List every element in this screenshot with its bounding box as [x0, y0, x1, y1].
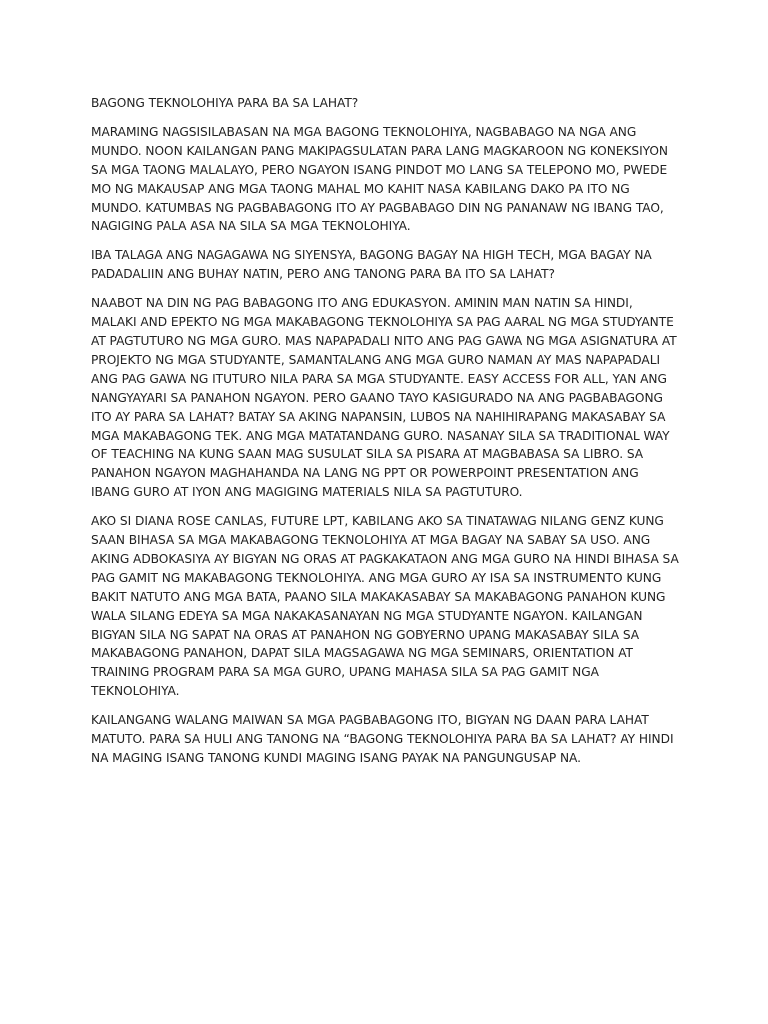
- paragraph-4: AKO SI DIANA ROSE CANLAS, FUTURE LPT, KABILANG AKO SA TINATAWAG NILANG GENZ KUNG SAAN BIHASA SA MGA MAKABAGONG TEKNOLOHIYA AT MGA BAGAY NA SABAY SA USO. ANG AKING ADBOKASIYA AY BIGYAN NG ORAS AT PAGKAKATAON ANG MGA GURO NA HINDI BIHASA SA PAG GAMIT NG MAKABAGONG TEKNOLOHIYA. ANG MGA GURO AY ISA SA INSTRUMENTO KUNG BAKIT NATUTO ANG MGA BATA, PAANO SILA MAKAKASABAY SA MAKABAGONG PANAHON KUNG WALA SILANG EDEYA SA MGA NAKAKASANAYAN NG MGA STUDYANTE NGAYON. KAILANGAN BIGYAN SILA NG SAPAT NA ORAS AT PANAHON NG GOBYERNO UPANG MAKASABAY SILA SA MAKABAGONG PANAHON, DAPAT SILA MAGSAGAWA NG MGA SEMINARS, ORIENTATION AT TRAINING PROGRAM PARA SA MGA GURO, UPANG MAHASA SILA SA PAG GAMIT NGA TEKNOLOHIYA.: [91, 514, 679, 699]
- document-body: [91, 94, 681, 778]
- document-title: BAGONG TEKNOLOHIYA PARA BA SA LAHAT?: [91, 96, 359, 110]
- paragraph-5: KAILANGANG WALANG MAIWAN SA MGA PAGBABAGONG ITO, BIGYAN NG DAAN PARA LAHAT MATUTO. PARA SA HULI ANG TANONG NA “BAGONG TEKNOLOHIYA PARA BA SA LAHAT? AY HINDI NA MAGING ISANG TANONG KUNDI MAGING ISANG PAYAK NA PANGUNGUSAP NA.: [91, 713, 674, 765]
- paragraph-2: IBA TALAGA ANG NAGAGAWA NG SIYENSYA, BAGONG BAGAY NA HIGH TECH, MGA BAGAY NA PADADALIIN ANG BUHAY NATIN, PERO ANG TANONG PARA BA ITO SA LAHAT?: [91, 248, 652, 282]
- paragraph-3: NAABOT NA DIN NG PAG BABAGONG ITO ANG EDUKASYON. AMININ MAN NATIN SA HINDI, MALAKI AND EPEKTO NG MGA MAKABAGONG TEKNOLOHIYA SA PAG AARAL NG MGA STUDYANTE AT PAGTUTURO NG MGA GURO. MAS NAPAPADALI NITO ANG PAG GAWA NG MGA ASIGNATURA AT PROJEKTO NG MGA STUDYANTE, SAMANTALANG ANG MGA GURO NAMAN AY MAS NAPAPADALI ANG PAG GAWA NG ITUTURO NILA PARA SA MGA STUDYANTE. EASY ACCESS FOR ALL, YAN ANG NANGYAYARI SA PANAHON NGAYON. PERO GAANO TAYO KASIGURADO NA ANG PAGBABAGONG ITO AY PARA SA LAHAT? BATAY SA AKING NAPANSIN, LUBOS NA NAHIHIRAPANG MAKASABAY SA MGA MAKABAGONG TEK. ANG MGA MATATANDANG GURO. NASANAY SILA SA TRADITIONAL WAY OF TEACHING NA KUNG SAAN MAG SUSULAT SILA SA PISARA AT MAGBABASA SA LIBRO. SA PANAHON NGAYON MAGHAHANDA NA LANG NG PPT OR POWERPOINT PRESENTATION ANG IBANG GURO AT IYON ANG MAGIGING MATERIALS NILA SA PAGTUTURO.: [91, 296, 677, 500]
- paragraph-1: MARAMING NAGSISILABASAN NA MGA BAGONG TEKNOLOHIYA, NAGBABAGO NA NGA ANG MUNDO. NOON KAILANGAN PANG MAKIPAGSULATAN PARA LANG MAGKAROON NG KONEKSIYON SA MGA TAONG MALALAYO, PERO NGAYON ISANG PINDOT MO LANG SA TELEPONO MO, PWEDE MO NG MAKAUSAP ANG MGA TAONG MAHAL MO KAHIT NASA KABILANG DAKO PA ITO NG MUNDO. KATUMBAS NG PAGBABAGONG ITO AY PAGBABAGO DIN NG PANANAW NG IBANG TAO, NAGIGING PALA ASA NA SILA SA MGA TEKNOLOHIYA.: [91, 124, 668, 234]
